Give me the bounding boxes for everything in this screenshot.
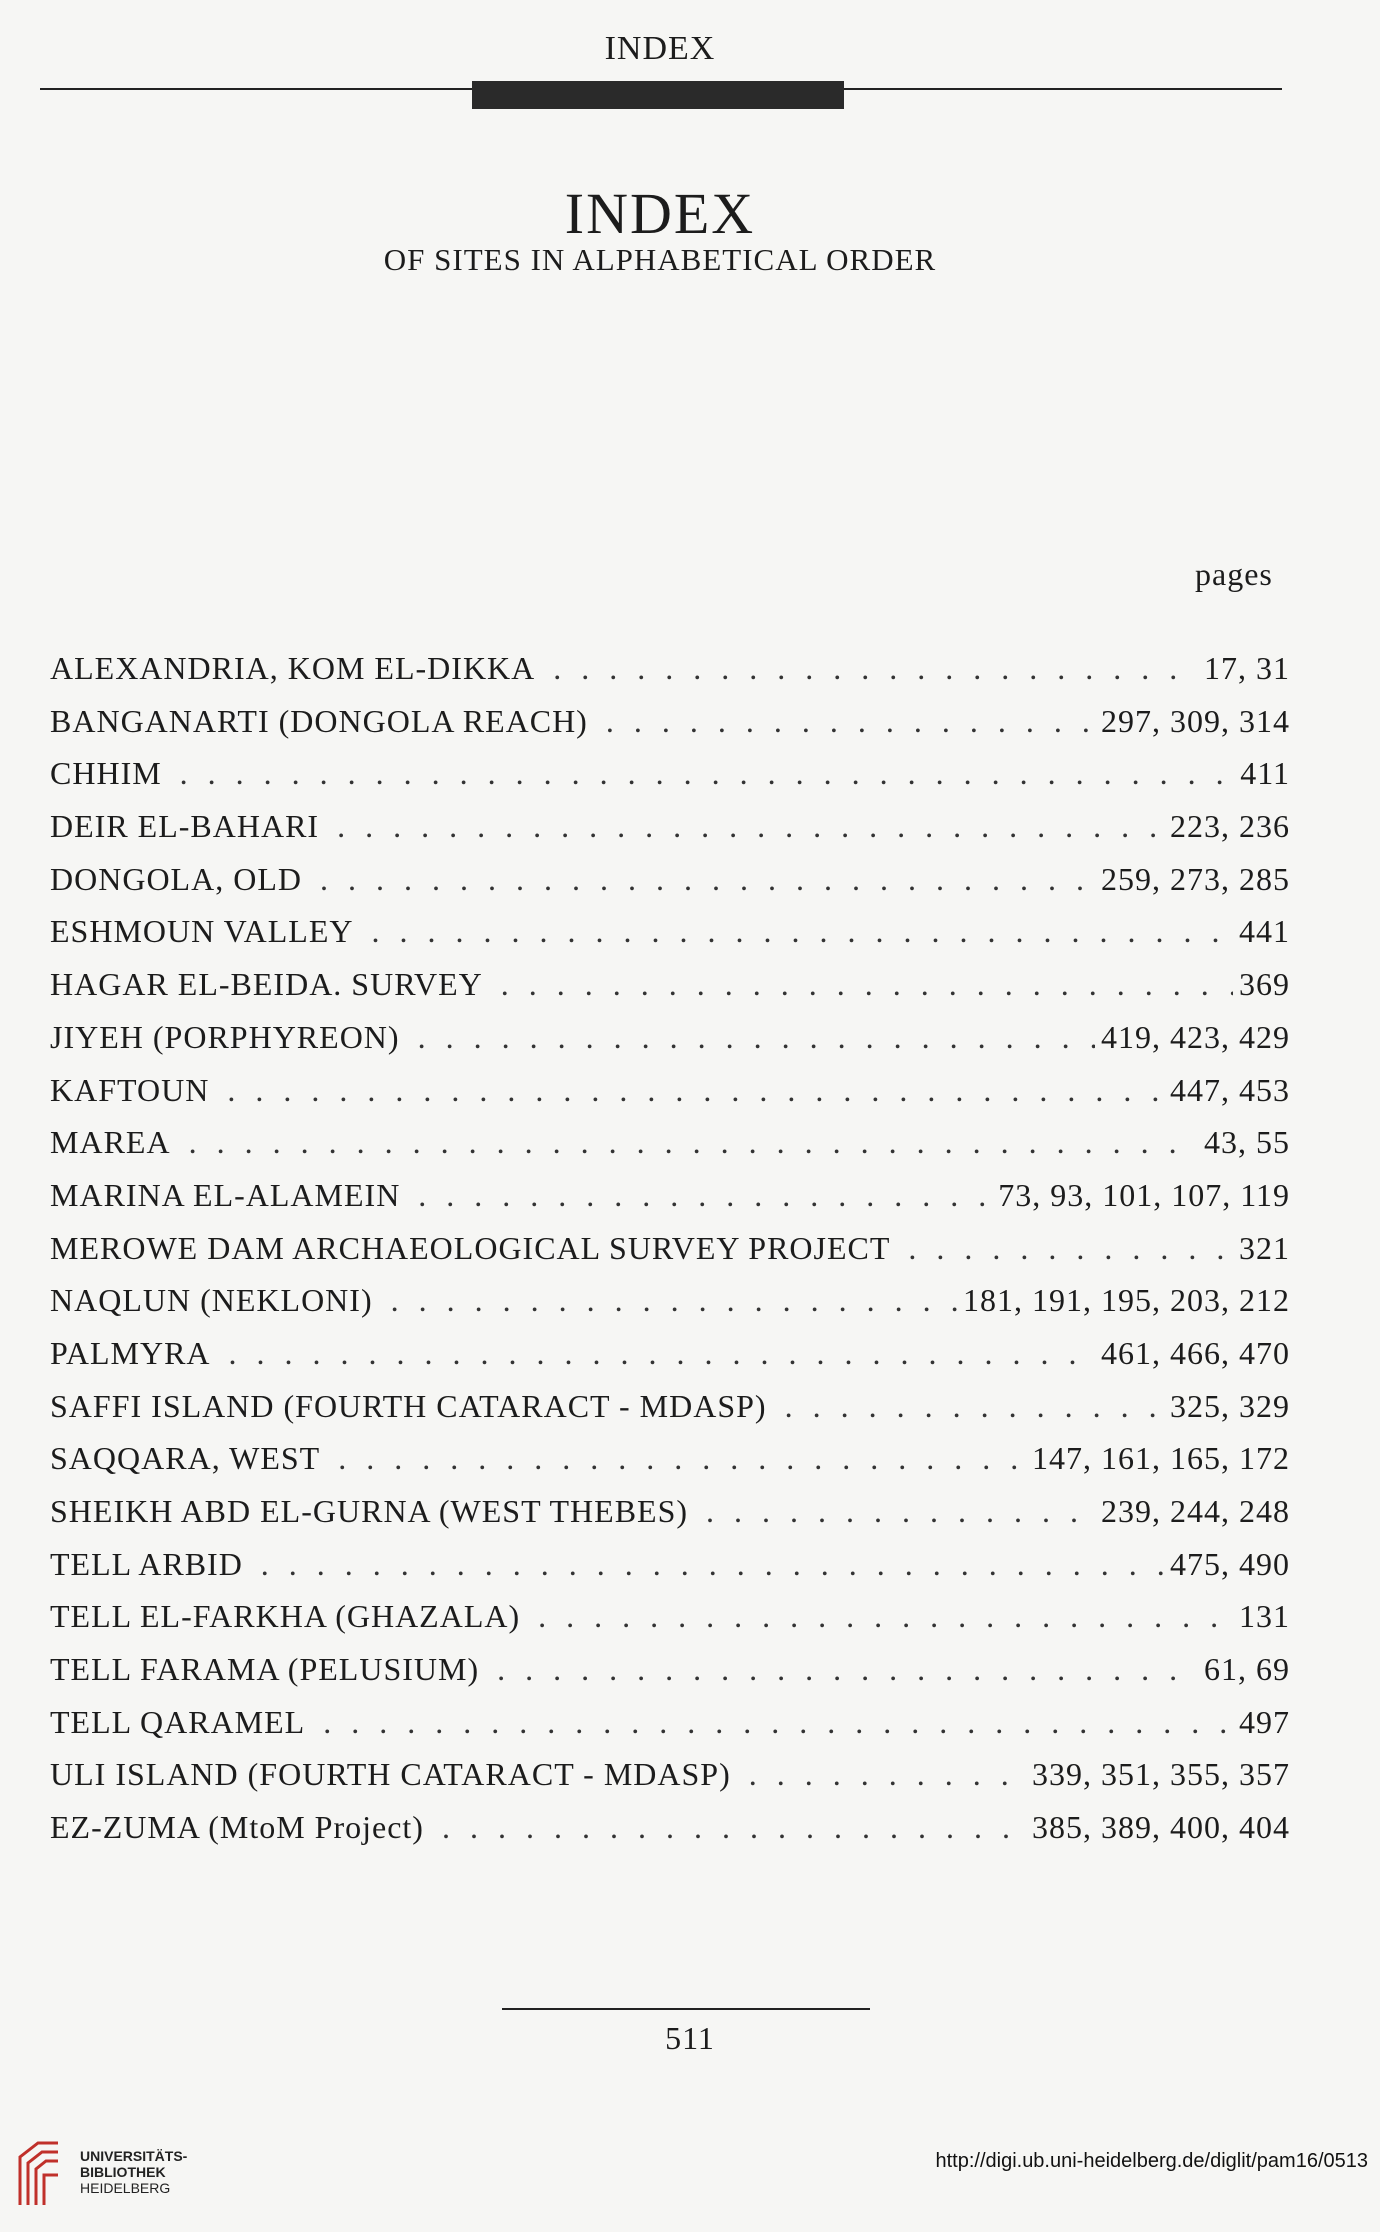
page-number: 511 <box>665 2020 715 2056</box>
index-entry <box>50 853 1290 906</box>
dot-leader <box>227 1064 1164 1117</box>
index-entry <box>50 1011 1290 1064</box>
index-entry <box>50 1485 1290 1538</box>
page-references: 131 <box>1239 1598 1290 1635</box>
index-entry <box>50 1064 1290 1117</box>
page-references: 385, 389, 400, 404 <box>1032 1809 1290 1846</box>
index-entry <box>50 905 1290 958</box>
index-entry <box>50 800 1290 853</box>
dot-leader <box>372 905 1234 958</box>
library-name <box>80 2148 187 2196</box>
page-references: 73, 93, 101, 107, 119 <box>998 1176 1290 1213</box>
site-name: CHHIM <box>50 755 162 792</box>
site-name: EZ-ZUMA (MtoM Project) <box>50 1809 424 1846</box>
site-name: TELL FARAMA (PELUSIUM) <box>50 1651 480 1688</box>
page-references: 147, 161, 165, 172 <box>1032 1440 1290 1477</box>
page-references: 411 <box>1240 755 1290 792</box>
dot-leader <box>391 1274 957 1327</box>
index-entry <box>50 642 1290 695</box>
source-url-link[interactable]: http://digi.ub.uni-heidelberg.de/diglit/pam16/0513 <box>935 2150 1368 2172</box>
page-references: 325, 329 <box>1170 1387 1290 1424</box>
index-list <box>50 642 1290 1854</box>
site-name: PALMYRA <box>50 1334 211 1371</box>
dot-leader <box>229 1327 1095 1380</box>
index-entry <box>50 1432 1290 1485</box>
site-name: BANGANARTI (DONGOLA REACH) <box>50 702 588 739</box>
index-entry <box>50 1801 1290 1854</box>
site-name: DEIR EL-BAHARI <box>50 808 320 845</box>
dot-leader <box>261 1538 1164 1591</box>
dot-leader <box>189 1116 1198 1169</box>
page-references: 339, 351, 355, 357 <box>1032 1756 1290 1793</box>
page-references: 321 <box>1239 1229 1290 1266</box>
site-name: SHEIKH ABD EL-GURNA (WEST THEBES) <box>50 1493 689 1529</box>
header-bar <box>472 81 844 109</box>
page-references: 239, 244, 248 <box>1101 1493 1290 1529</box>
site-name: JIYEH (PORPHYREON) <box>50 1018 400 1055</box>
index-entry <box>50 1169 1290 1222</box>
dot-leader <box>320 853 1095 906</box>
page-references: 223, 236 <box>1170 808 1290 845</box>
page-references: 461, 466, 470 <box>1101 1334 1290 1371</box>
site-name: NAQLUN (NEKLONI) <box>50 1282 373 1319</box>
site-name: MEROWE DAM ARCHAEOLOGICAL SURVEY PROJECT <box>50 1229 891 1266</box>
library-logo-icon <box>14 2135 64 2215</box>
page-references: 369 <box>1239 966 1290 1003</box>
site-name: ALEXANDRIA, KOM EL-DIKKA <box>50 650 536 686</box>
dot-leader <box>908 1222 1233 1275</box>
index-entry <box>50 695 1290 748</box>
page-references: 17, 31 <box>1204 650 1290 686</box>
page-references: 61, 69 <box>1204 1651 1290 1688</box>
page-references: 441 <box>1239 913 1290 950</box>
page-title: INDEX <box>564 181 756 246</box>
site-name: KAFTOUN <box>50 1071 210 1108</box>
page-references: 497 <box>1239 1703 1290 1740</box>
site-name: TELL ARBID <box>50 1545 243 1582</box>
page-subtitle: OF SITES IN ALPHABETICAL ORDER <box>383 242 937 277</box>
library-name-line1: UNIVERSITÄTS- <box>80 2148 188 2164</box>
site-name: TELL QARAMEL <box>50 1703 306 1740</box>
page-references: 181, 191, 195, 203, 212 <box>963 1282 1290 1319</box>
dot-leader <box>501 958 1233 1011</box>
library-name-line2: BIBLIOTHEK <box>80 2164 166 2180</box>
index-entry <box>50 1590 1290 1643</box>
site-name: SAQQARA, WEST <box>50 1440 321 1477</box>
dot-leader <box>538 1590 1233 1643</box>
running-head: INDEX <box>604 30 716 67</box>
dot-leader <box>338 1432 1026 1485</box>
dot-leader <box>553 642 1198 695</box>
dot-leader <box>180 747 1235 800</box>
dot-leader <box>418 1011 1095 1064</box>
dot-leader <box>418 1169 992 1222</box>
dot-leader <box>749 1748 1026 1801</box>
site-name: MARINA EL-ALAMEIN <box>50 1176 401 1213</box>
footer-rule <box>502 2008 870 2010</box>
site-name: DONGOLA, OLD <box>50 860 302 897</box>
index-entry <box>50 1222 1290 1275</box>
page-references: 447, 453 <box>1170 1071 1290 1108</box>
page-references: 43, 55 <box>1204 1124 1290 1161</box>
site-name: SAFFI ISLAND (FOURTH CATARACT - MDASP) <box>50 1387 767 1424</box>
site-name: TELL EL-FARKHA (GHAZALA) <box>50 1598 521 1635</box>
index-entry <box>50 1274 1290 1327</box>
site-name: ULI ISLAND (FOURTH CATARACT - MDASP) <box>50 1756 731 1793</box>
pages-column-label: pages <box>1195 556 1273 592</box>
index-entry <box>50 1327 1290 1380</box>
dot-leader <box>337 800 1164 853</box>
dot-leader <box>706 1485 1095 1538</box>
page-references: 259, 273, 285 <box>1101 860 1290 897</box>
index-entry <box>50 1116 1290 1169</box>
dot-leader <box>323 1696 1233 1749</box>
page-references: 419, 423, 429 <box>1101 1018 1290 1055</box>
index-entry <box>50 1538 1290 1591</box>
dot-leader <box>785 1380 1164 1433</box>
index-entry <box>50 1643 1290 1696</box>
index-entry <box>50 1696 1290 1749</box>
index-entry <box>50 1748 1290 1801</box>
page-references: 297, 309, 314 <box>1101 702 1290 739</box>
dot-leader <box>497 1643 1198 1696</box>
index-entry <box>50 958 1290 1011</box>
page-references: 475, 490 <box>1170 1545 1290 1582</box>
site-name: HAGAR EL-BEIDA. SURVEY <box>50 966 483 1003</box>
library-name-line3: HEIDELBERG <box>80 2180 171 2196</box>
dot-leader <box>442 1801 1026 1854</box>
site-name: MAREA <box>50 1124 171 1161</box>
site-name: ESHMOUN VALLEY <box>50 913 354 950</box>
index-entry <box>50 1380 1290 1433</box>
index-entry <box>50 747 1290 800</box>
dot-leader <box>606 695 1095 748</box>
